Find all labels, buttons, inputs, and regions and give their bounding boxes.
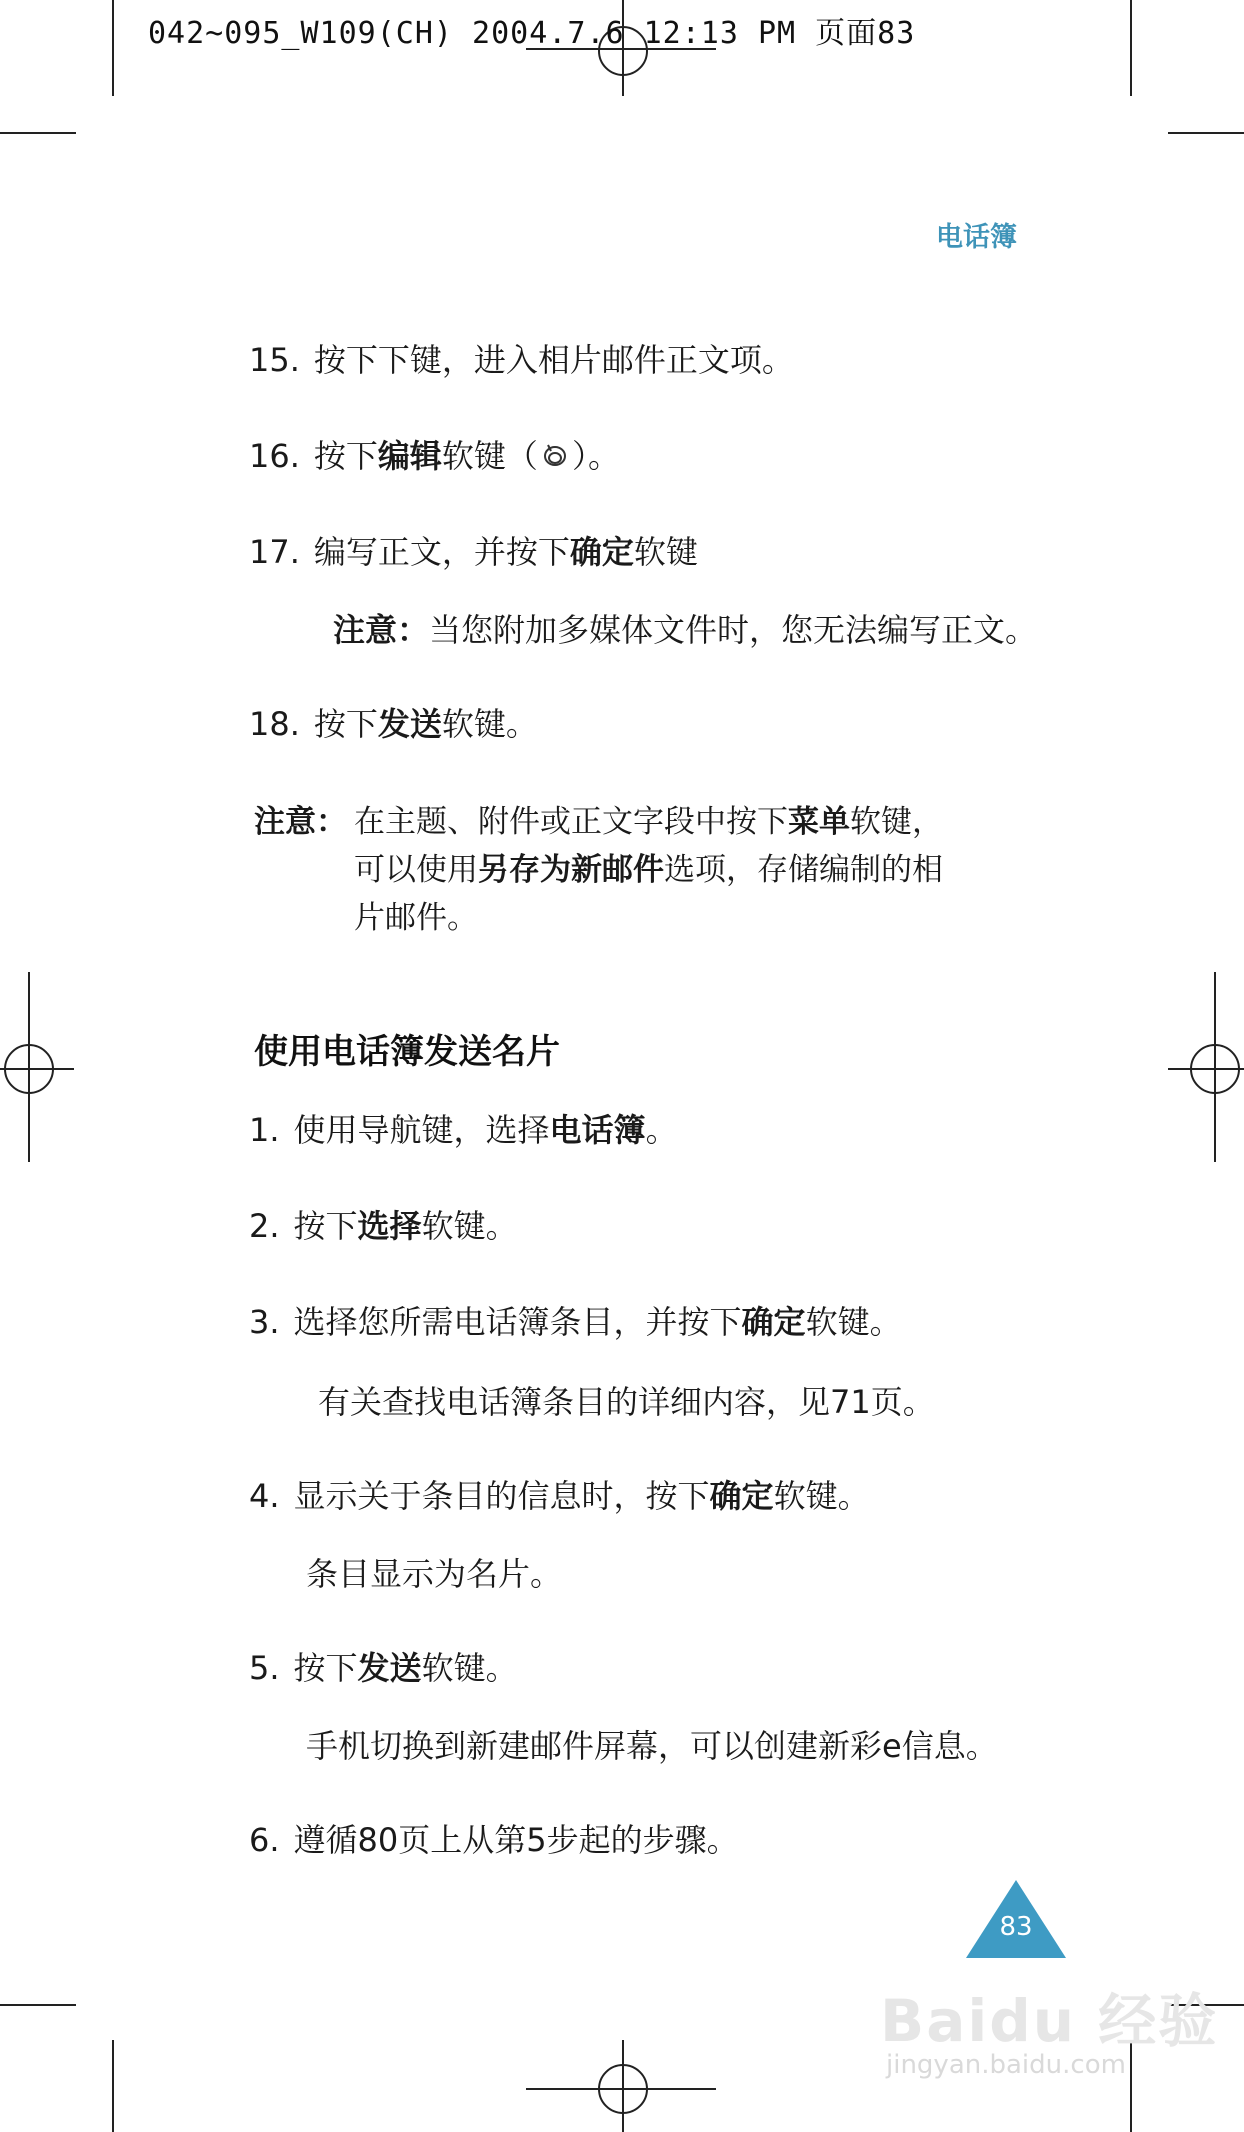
crop-mark (0, 132, 76, 134)
crop-mark (112, 0, 114, 96)
step-6 (249, 1820, 739, 1860)
step-number: 2. (249, 1207, 280, 1245)
step-text: 软键。 (805, 1303, 902, 1341)
crop-mark (0, 2004, 76, 2006)
step-key-name: 选择 (357, 1207, 422, 1245)
crop-mark (112, 2040, 114, 2132)
step-key-name: 发送 (357, 1649, 422, 1687)
page-number: 83 (999, 1912, 1033, 1942)
section-heading: 使用电话簿发送名片 (254, 1032, 560, 1072)
crop-mark (1130, 0, 1132, 96)
step-5 (249, 1648, 518, 1688)
watermark-logo: Baidu 经验 (880, 1987, 1219, 2055)
note-label: 注意： (254, 804, 347, 840)
step-text: 按下 (313, 705, 378, 743)
note-text: 选项，存储编制的相 (664, 852, 943, 888)
registration-circle (598, 2064, 648, 2114)
step-number: 16. (249, 437, 300, 475)
note-line-2 (354, 846, 943, 894)
note-text: 软键， (850, 804, 943, 840)
note-label: 注意： (333, 611, 430, 649)
note-key-name: 菜单 (788, 804, 850, 840)
step-text: 遵循80页上从第5步起的步骤。 (293, 1821, 739, 1859)
step-5-detail: 手机切换到新建邮件屏幕，可以创建新彩e信息。 (306, 1727, 998, 1765)
step-text: 软键。 (773, 1477, 870, 1515)
note-line-1 (354, 798, 943, 846)
step-number: 1. (249, 1111, 280, 1149)
step-text: 按下 (313, 437, 378, 475)
step-3 (249, 1302, 902, 1342)
step-number: 15. (249, 341, 300, 379)
step-text: 。 (645, 1111, 678, 1149)
step-text: 软键。 (421, 1207, 518, 1245)
note-text: 可以使用 (354, 852, 478, 888)
note-line-3: 片邮件。 (354, 900, 478, 936)
step-2 (249, 1206, 518, 1246)
step-text: 使用导航键，选择 (293, 1111, 550, 1149)
step-key-name: 编辑 (377, 437, 442, 475)
step-17 (249, 532, 698, 572)
note-text: 在主题、附件或正文字段中按下 (354, 804, 788, 840)
step-key-name: 发送 (377, 705, 442, 743)
registration-circle (4, 1044, 54, 1094)
step-18 (249, 704, 538, 744)
step-key-name: 确定 (741, 1303, 806, 1341)
step-text: 按下 (293, 1207, 358, 1245)
step-text: 软键。 (441, 705, 538, 743)
crop-mark (1168, 132, 1244, 134)
step-16 (249, 436, 620, 480)
step-number: 17. (249, 533, 300, 571)
step-15 (249, 340, 794, 380)
step-text: 软键 (633, 533, 698, 571)
step-text: 按下下键，进入相片邮件正文项。 (313, 341, 794, 379)
step-text: ）。 (571, 437, 620, 475)
step-1 (249, 1110, 678, 1150)
step-text: 软键（ (441, 437, 538, 475)
note-text: 当您附加多媒体文件时，您无法编写正文。 (429, 611, 1038, 649)
step-text: 软键。 (421, 1649, 518, 1687)
step-number: 5. (249, 1649, 280, 1687)
watermark-url: jingyan.baidu.com (886, 2050, 1126, 2080)
step-number: 4. (249, 1477, 280, 1515)
step-key-name: 确定 (709, 1477, 774, 1515)
step-text: 显示关于条目的信息时，按下 (293, 1477, 710, 1515)
section-label: 电话簿 (936, 222, 1017, 253)
step-number: 3. (249, 1303, 280, 1341)
step-menu-name: 电话簿 (549, 1111, 646, 1149)
step-text: 编写正文，并按下 (313, 533, 570, 571)
soft-key-icon (538, 437, 572, 480)
step-4 (249, 1476, 870, 1516)
step-text: 按下 (293, 1649, 358, 1687)
step-4-detail: 条目显示为名片。 (306, 1555, 563, 1593)
note-inline (333, 610, 1037, 650)
step-3-detail: 有关查找电话簿条目的详细内容，见71页。 (318, 1383, 935, 1421)
step-key-name: 确定 (569, 533, 634, 571)
note-option-name: 另存为新邮件 (478, 852, 664, 888)
registration-circle (1190, 1044, 1240, 1094)
step-text: 选择您所需电话簿条目，并按下 (293, 1303, 742, 1341)
step-number: 6. (249, 1821, 280, 1859)
step-number: 18. (249, 705, 300, 743)
print-header: 042~095_W109(CH) 2004.7.6 12:13 PM 页面83 (148, 16, 916, 51)
